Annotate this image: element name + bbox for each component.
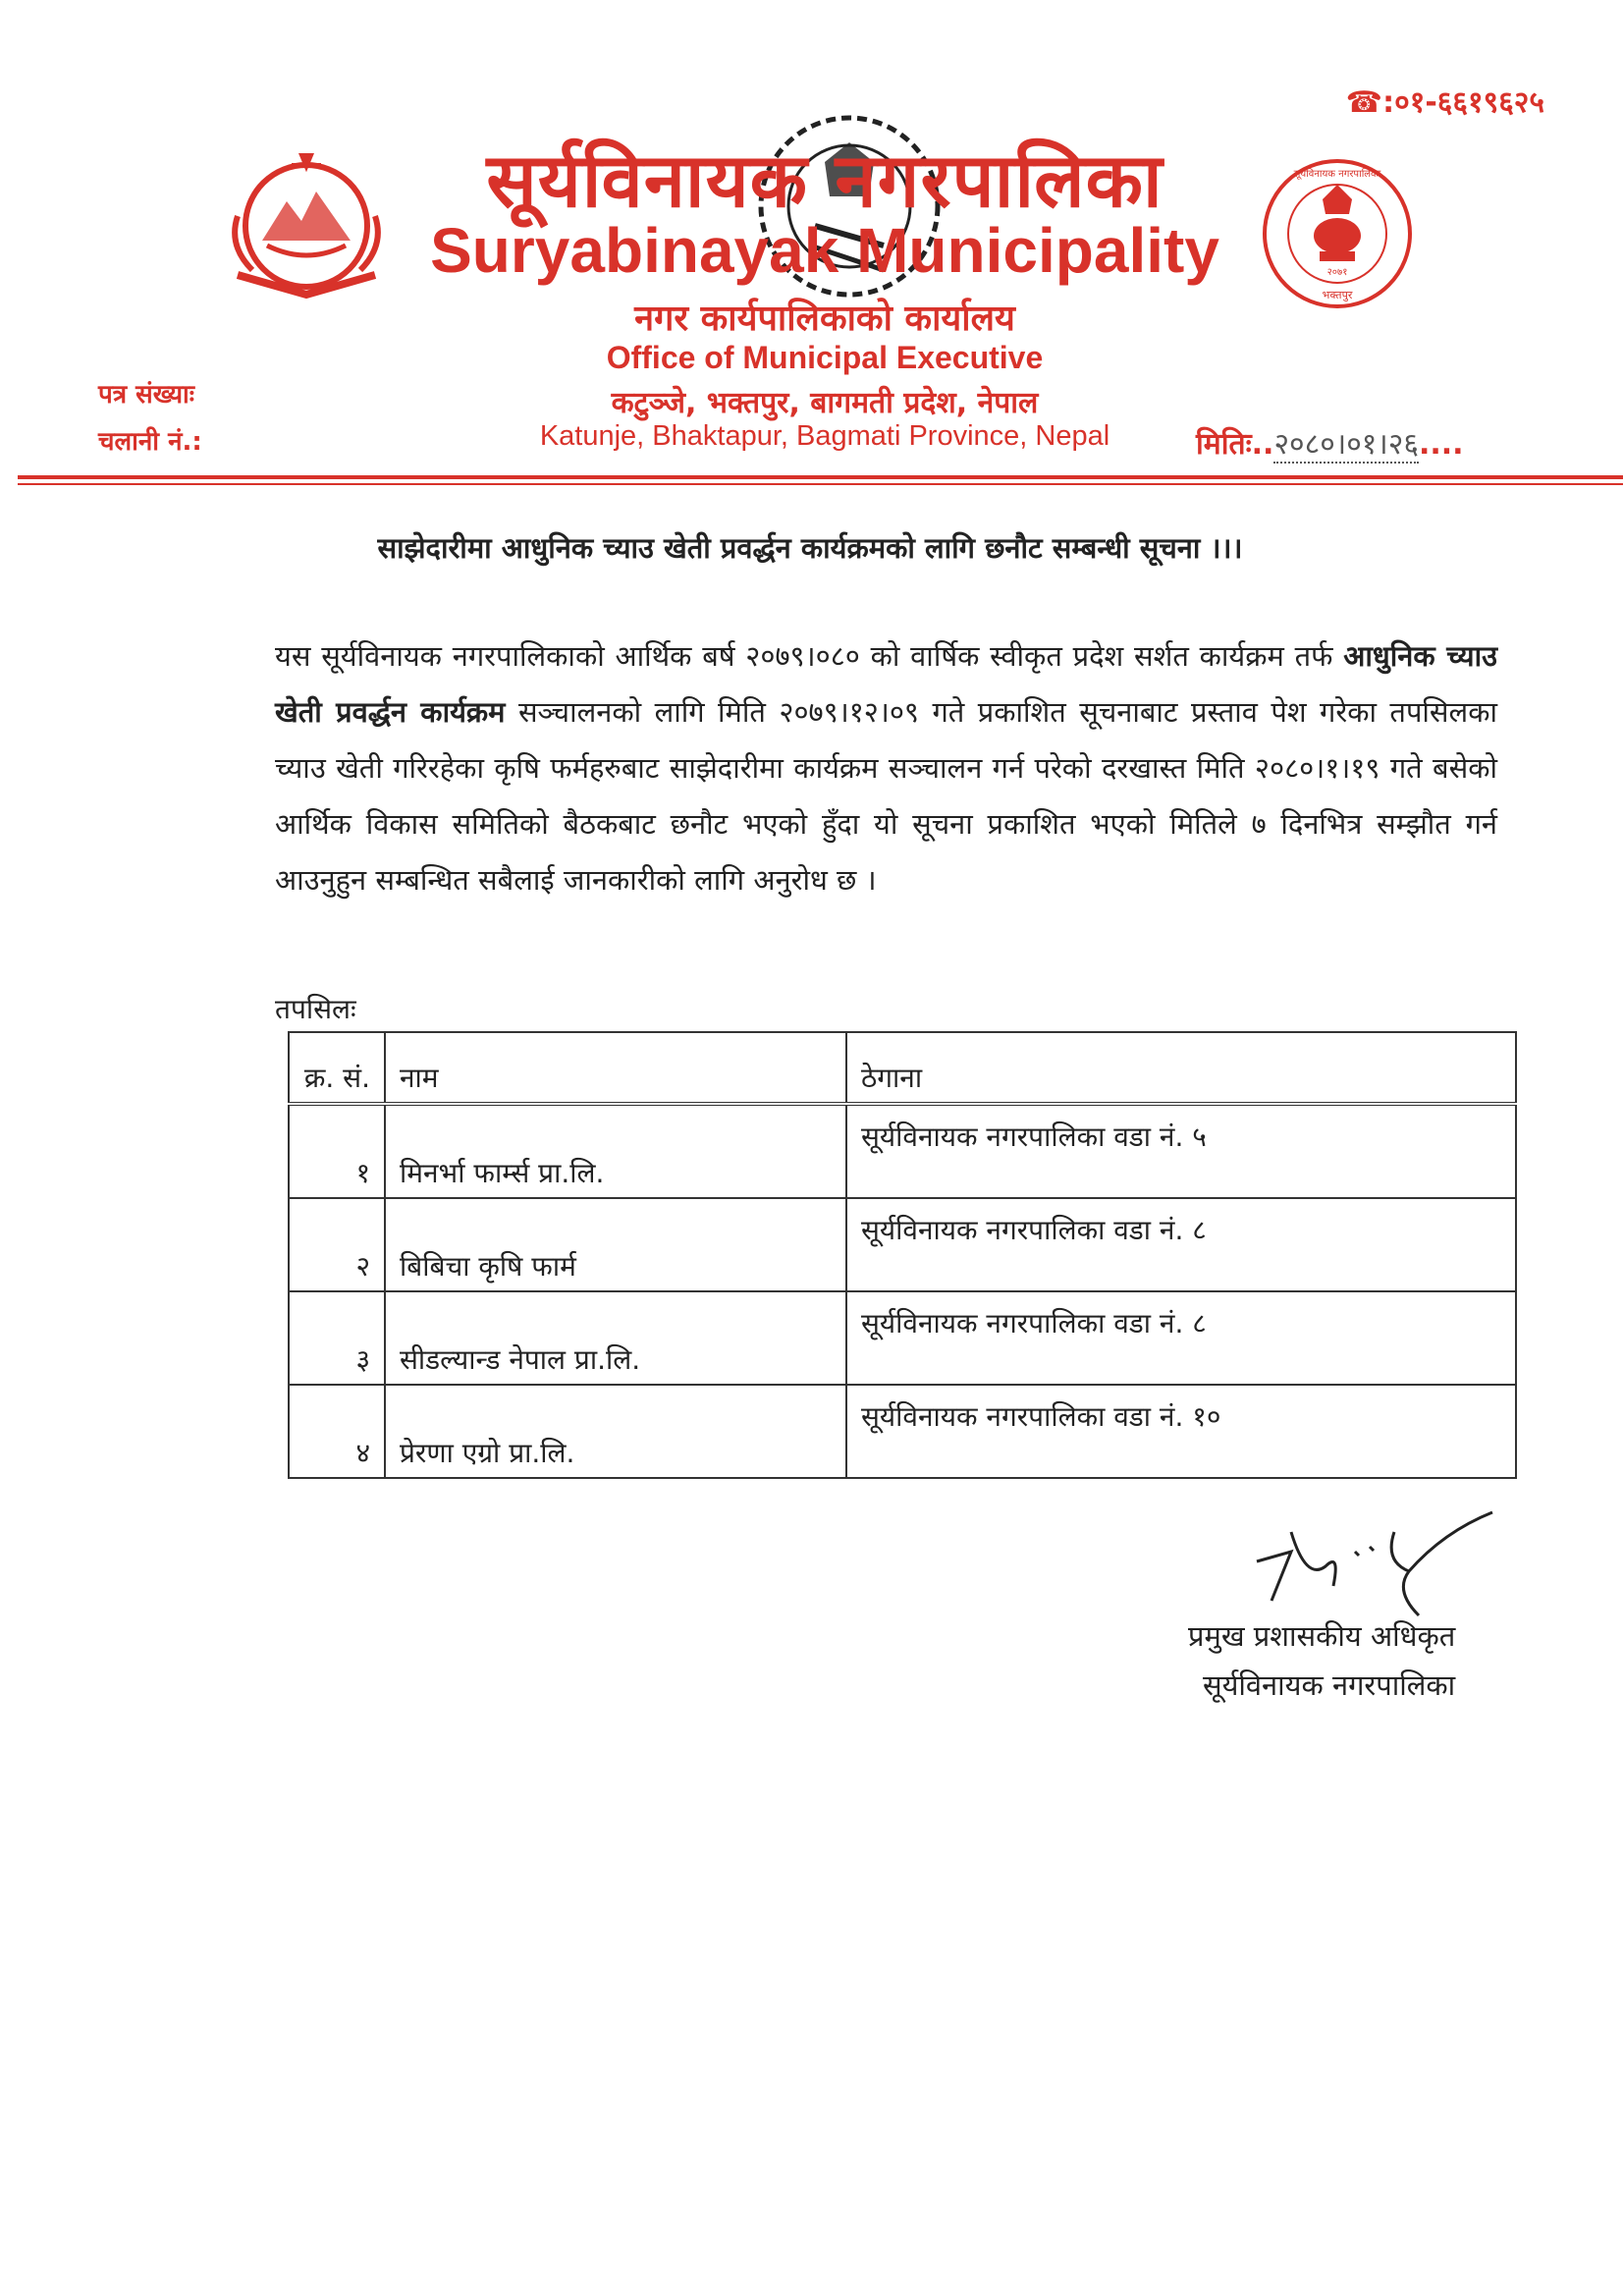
row-name: बिबिचा कृषि फार्म [385,1198,846,1291]
signature-icon [1247,1493,1502,1620]
phone-number: ☎:०१-६६१९६२५ [1345,85,1544,120]
date-value: २०८०।०१।२६ [1273,427,1419,462]
row-sn: ४ [289,1385,385,1478]
municipality-seal-icon [1259,155,1416,312]
table-row [289,1385,1516,1478]
row-sn: २ [289,1198,385,1291]
row-name: प्रेरणा एग्रो प्रा.लि. [385,1385,846,1478]
row-address: सूर्यविनायक नगरपालिका वडा नं. ८ [846,1198,1516,1291]
municipality-name-nepali: सूर्यविनायक नगरपालिका [486,137,1163,224]
notice-body [275,629,1497,908]
municipality-name-english: Suryabinayak Municipality [430,215,1219,286]
notice-body-part2: सञ्चालनको लागि मिति २०७९।१२।०९ गते प्रकाशित सूचनाबाट प्रस्ताव पेश गरेका तपसिलका च्याउ खेती गरिरहेका कृषि फर्महरुबाट साझेदारीमा कार्यक्रम सञ्चालन गर्न परेको दरखास्त मिति २०८०।१।१९ गते बसेको आर्थिक विकास समितिको बैठकबाट छनौट भएको हुँदा यो सूचना प्रकाशित भएको मितिले ७ दिनभित्र सम्झौत गर्न आउनुहुन सम्बन्धित सबैलाई जानकारीको लागि अनुरोध छ । [275,695,1497,897]
selected-farms-table [288,1031,1517,1479]
row-name: सीडल्यान्ड नेपाल प्रा.लि. [385,1291,846,1385]
signatory-organization: सूर्यविनायक नगरपालिका [1203,1668,1456,1702]
table-header-row [289,1032,1516,1104]
row-address: सूर्यविनायक नगरपालिका वडा नं. १० [846,1385,1516,1478]
date-label: मितिः [1196,427,1252,462]
notice-body-program: आधुनिक च्याउ खेती प्रवर्द्धन कार्यक्रम [275,639,1497,729]
table-row [289,1291,1516,1385]
column-header-name: नाम [385,1032,846,1104]
notice-body-part1: यस सूर्यविनायक नगरपालिकाको आर्थिक बर्ष २०७९।०८० को वार्षिक स्वीकृत प्रदेश सर्शत कार्यक्रम तर्फ [275,639,1344,673]
column-header-address: ठेगाना [846,1032,1516,1104]
letter-number-label: पत्र संख्याः [98,380,195,410]
date-field: मितिः..२०८०।०१।२६.... [1196,427,1464,462]
header-divider-thin [18,483,1623,485]
table-row [289,1104,1516,1198]
header-divider [18,475,1623,479]
seal-top-text: सूर्यविनायक नगरपालिका [1293,169,1381,180]
seal-bottom-text: भक्तपुर [1322,289,1353,301]
nepal-emblem-icon [208,147,405,304]
row-sn: १ [289,1104,385,1198]
dispatch-number-label: चलानी नं.: [98,427,202,457]
seal-year: २०७१ [1326,267,1348,278]
address-nepali: कटुञ्जे, भक्तपुर, बागमती प्रदेश, नेपाल [611,386,1039,420]
row-sn: ३ [289,1291,385,1385]
details-label: तपसिलः [275,993,356,1025]
table-row [289,1198,1516,1291]
office-name-english: Office of Municipal Executive [606,340,1044,375]
address-english: Katunje, Bhaktapur, Bagmati Province, Nepal [539,420,1110,452]
column-header-sn: क्र. सं. [289,1032,385,1104]
signatory-title: प्रमुख प्रशासकीय अधिकृत [1188,1619,1456,1653]
row-address: सूर्यविनायक नगरपालिका वडा नं. ५ [846,1104,1516,1198]
row-address: सूर्यविनायक नगरपालिका वडा नं. ८ [846,1291,1516,1385]
office-name-nepali: नगर कार्यपालिकाको कार्यालय [634,299,1015,339]
row-name: मिनर्भा फार्म्स प्रा.लि. [385,1104,846,1198]
notice-subject: साझेदारीमा आधुनिक च्याउ खेती प्रवर्द्धन कार्यक्रमको लागि छनौट सम्बन्धी सूचना ।।। [377,531,1243,565]
